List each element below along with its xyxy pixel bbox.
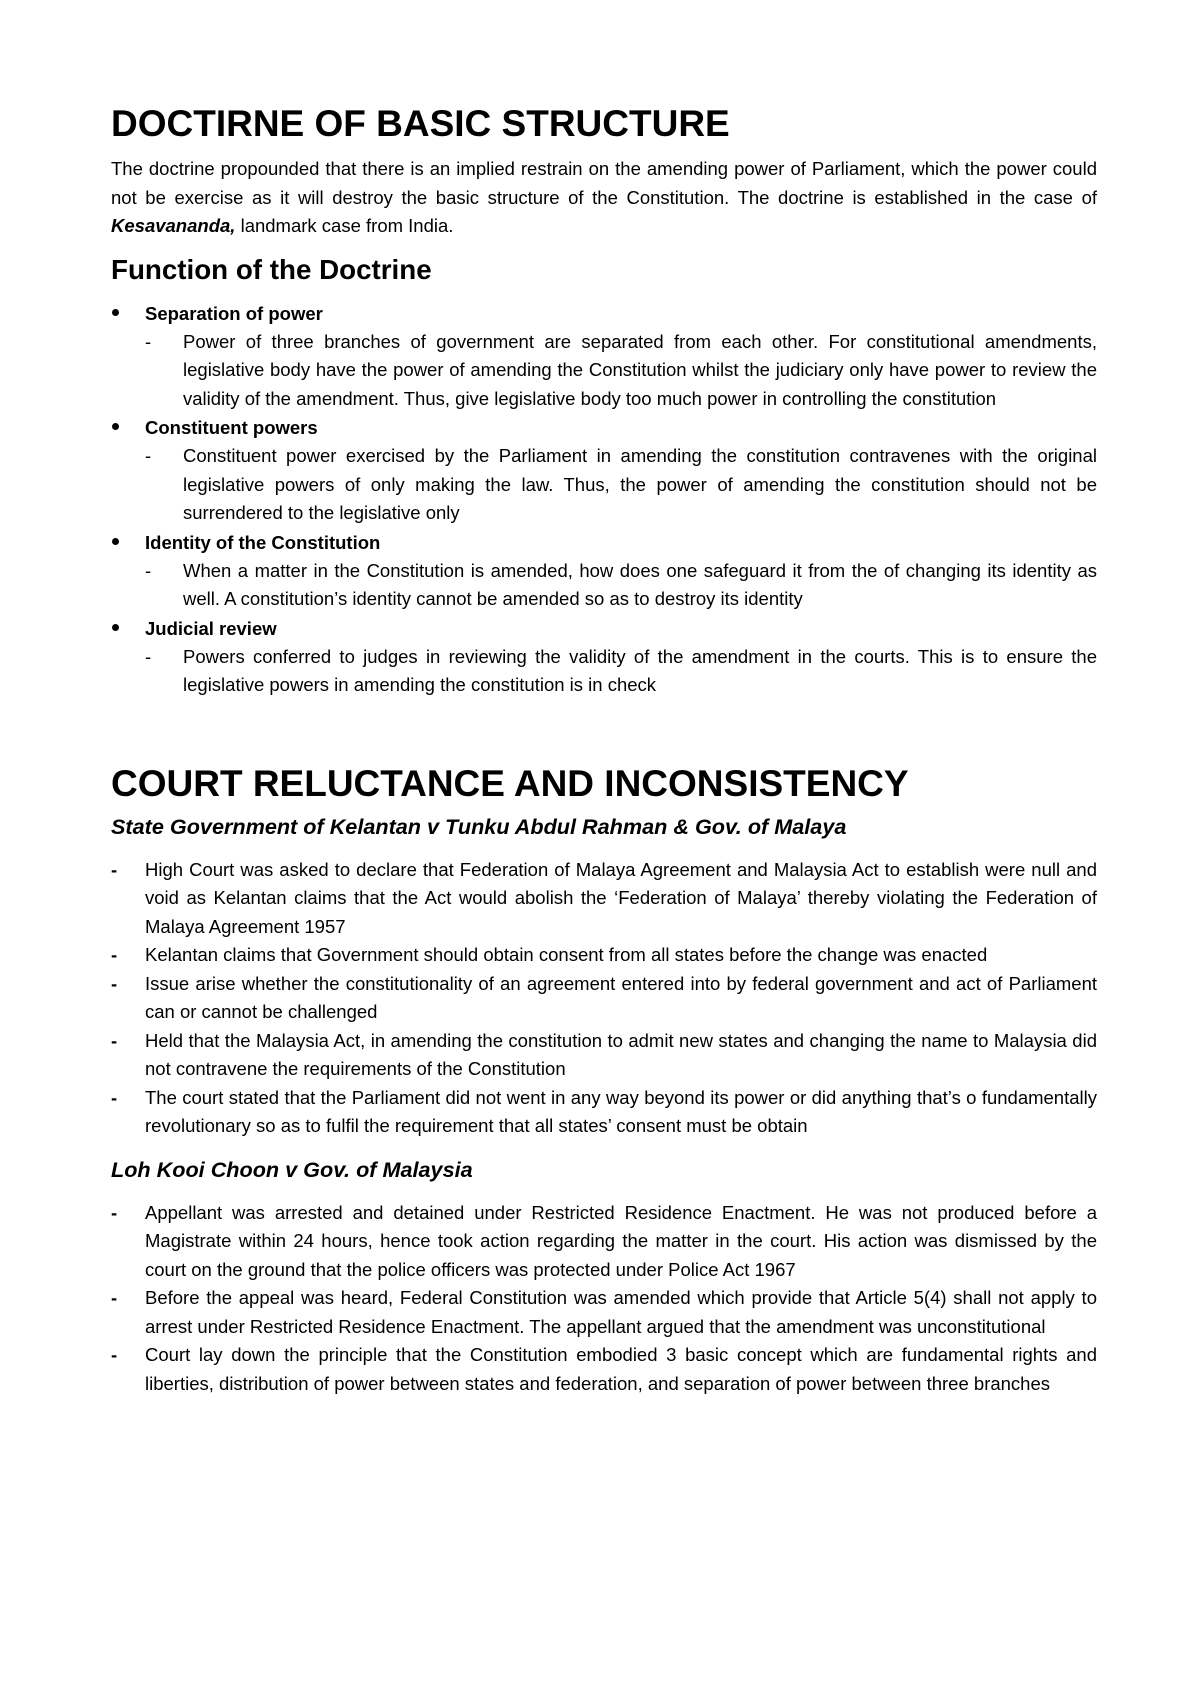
case-point-text: Issue arise whether the constitutionality of an agreement entered into by federal government and act of Parliament can or cannot be challenged [145, 972, 1097, 1022]
bullet-icon [112, 423, 119, 430]
dash-icon: - [145, 645, 152, 667]
function-label: Constituent powers [145, 417, 318, 438]
dash-icon: - [145, 330, 152, 352]
dash-icon: - [111, 944, 118, 965]
case-point-text: Appellant was arrested and detained under Restricted Residence Enactment. He was not produced before a Magistrate within 24 hours, hence took action regarding the matter in the court. His action was dismissed by the court on the ground that the police officers was protected under Police Act 1967 [145, 1201, 1097, 1280]
case-point-text: The court stated that the Parliament did not went in any way beyond its power or did anything that’s o fundamentally revolutionary so as to fulfil the requirement that all states’ consent must be obtain [145, 1086, 1097, 1136]
case-point [111, 1284, 1097, 1341]
bullet-icon [112, 538, 119, 545]
function-item [111, 528, 1097, 614]
functions-list [111, 299, 1097, 700]
intro-text-after: landmark case from India. [235, 215, 454, 236]
function-detail-text: Powers conferred to judges in reviewing the validity of the amendment in the courts. This is to ensure the legislative powers in amending the constitution is in check [183, 645, 1097, 695]
dash-icon: - [111, 858, 118, 880]
section-heading-basic-structure: DOCTIRNE OF BASIC STRUCTURE [111, 103, 730, 144]
case-point-text: Held that the Malaysia Act, in amending the constitution to admit new states and changing the name to Malaysia did not contravene the requirements of the Constitution [145, 1029, 1097, 1079]
function-detail-text: Constituent power exercised by the Parliament in amending the constitution contravenes with the original legislative powers of only making the law. Thus, the power of amending the constitution should not be surrendered to the legislative only [183, 445, 1097, 523]
dash-icon: - [111, 1287, 118, 1308]
dash-icon: - [111, 1029, 118, 1051]
case-title-kelantan: State Government of Kelantan v Tunku Abdul Rahman & Gov. of Malaya [111, 813, 847, 839]
function-detail-text: When a matter in the Constitution is amended, how does one safeguard it from the of changing its identity as well. A constitution’s identity cannot be amended so as to destroy its identity [183, 559, 1097, 609]
case-point [111, 941, 1097, 970]
function-label: Judicial review [145, 617, 277, 639]
function-label: Separation of power [145, 302, 323, 324]
case-point-text: High Court was asked to declare that Federation of Malaya Agreement and Malaysia Act to establish were null and void as Kelantan claims that the Act would abolish the ‘Federation of Malaya’ thereby violating the Federation of Malaya Agreement 1957 [145, 858, 1097, 937]
document-content [111, 103, 1097, 1398]
intro-case-name: Kesavananda, [111, 215, 236, 236]
function-detail [145, 442, 1097, 528]
function-item [111, 614, 1097, 700]
function-item [111, 413, 1097, 528]
dash-icon: - [145, 445, 152, 466]
case-point [111, 1027, 1097, 1084]
case-point [111, 1341, 1097, 1398]
dash-icon: - [111, 1201, 118, 1223]
intro-text-before: The doctrine propounded that there is an implied restrain on the amending power of Parliament, which the power could not be exercise as it will destroy the basic structure of the Constitution. The doctrine is established in the case of [111, 158, 1097, 208]
function-detail [145, 328, 1097, 414]
case-point-text: Kelantan claims that Government should obtain consent from all states before the change was enacted [145, 944, 988, 965]
case-point [111, 970, 1097, 1027]
function-item [111, 299, 1097, 414]
bullet-icon [112, 624, 119, 631]
dash-icon: - [145, 559, 152, 581]
case-point [111, 856, 1097, 942]
case-point-text: Before the appeal was heard, Federal Constitution was amended which provide that Article 5(4) shall not apply to arrest under Restricted Residence Enactment. The appellant argued that the amendment was unconstitutional [145, 1287, 1097, 1337]
bullet-icon [112, 309, 119, 316]
function-detail [145, 557, 1097, 614]
case-title-loh-kooi-choon: Loh Kooi Choon v Gov. of Malaysia [111, 1156, 473, 1182]
case-point [111, 1199, 1097, 1285]
section-heading-court-reluctance: COURT RELUCTANCE AND INCONSISTENCY [111, 762, 909, 804]
intro-paragraph [111, 155, 1097, 241]
dash-icon: - [111, 1086, 118, 1108]
case-points-list [111, 1199, 1097, 1399]
functions-heading: Function of the Doctrine [111, 253, 432, 285]
case-point [111, 1084, 1097, 1141]
case-points-list [111, 856, 1097, 1141]
function-detail-text: Power of three branches of government are separated from each other. For constitutional amendments, legislative body have the power of amending the Constitution whilst the judiciary only have power to review the validity of the amendment. Thus, give legislative body too much power in controlling the constitution [183, 330, 1097, 409]
case-point-text: Court lay down the principle that the Constitution embodied 3 basic concept which are fundamental rights and liberties, distribution of power between states and federation, and separation of power between three branches [145, 1344, 1097, 1394]
function-label: Identity of the Constitution [145, 531, 381, 553]
dash-icon: - [111, 1344, 118, 1365]
dash-icon: - [111, 972, 118, 994]
function-detail [145, 643, 1097, 700]
